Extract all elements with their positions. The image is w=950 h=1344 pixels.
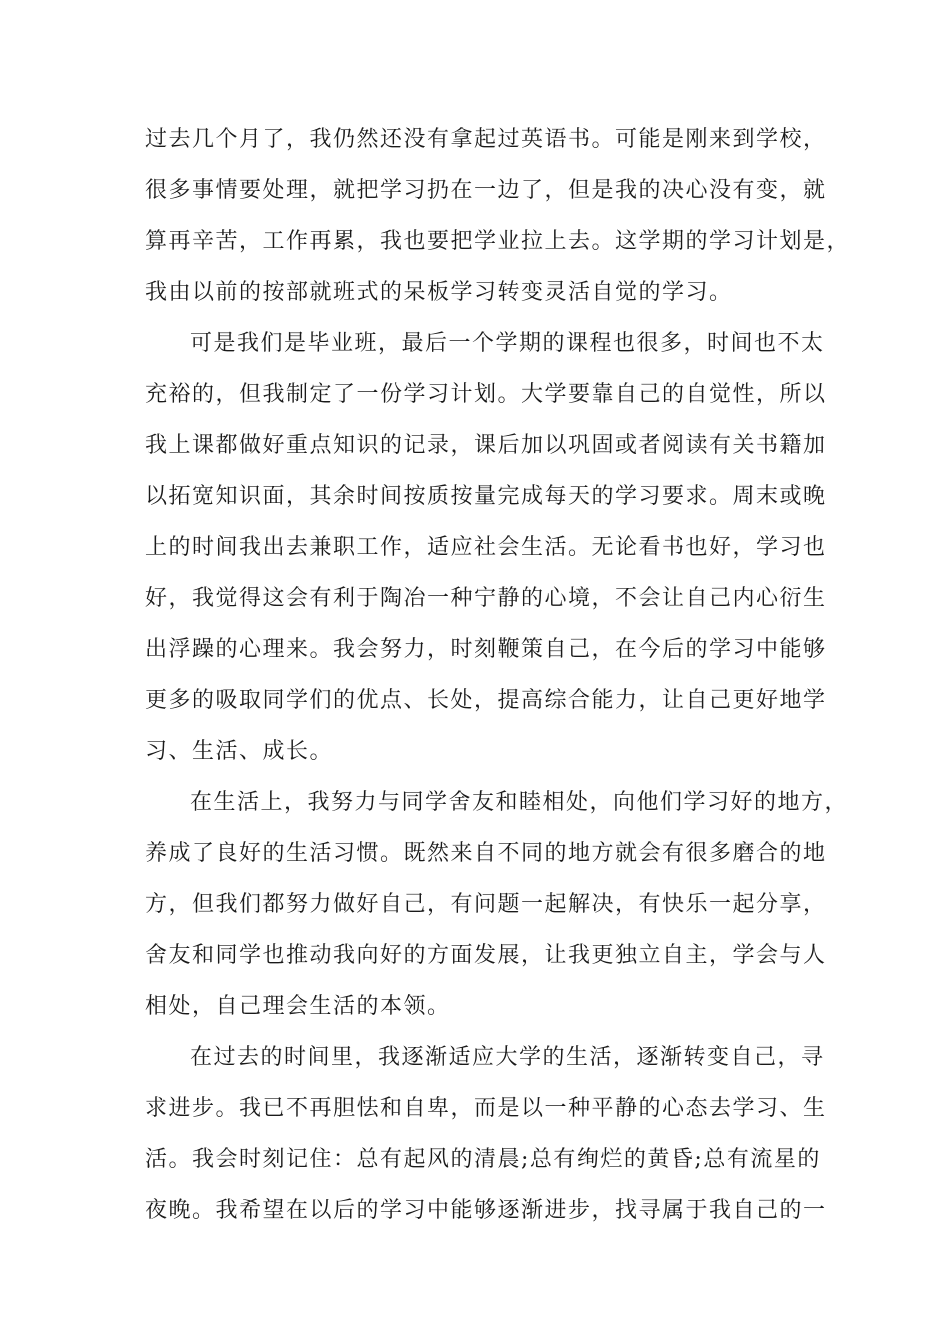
paragraph-1-line-3: 算再辛苦，工作再累，我也要把学业拉上去。这学期的学习计划是，: [145, 229, 851, 254]
paragraph-3-line-4: 舍友和同学也推动我向好的方面发展，让我更独立自主，学会与人: [145, 943, 827, 968]
paragraph-2-line-7: 出浮躁的心理来。我会努力，时刻鞭策自己，在今后的学习中能够: [145, 637, 827, 662]
paragraph-2-line-5: 上的时间我出去兼职工作，适应社会生活。无论看书也好，学习也: [145, 535, 827, 560]
paragraph-1-line-1: 过去几个月了，我仍然还没有拿起过英语书。可能是刚来到学校，: [145, 127, 827, 152]
paragraph-2-line-2: 充裕的，但我制定了一份学习计划。大学要靠自己的自觉性，所以: [145, 382, 827, 407]
paragraph-2-line-4: 以拓宽知识面，其余时间按质按量完成每天的学习要求。周末或晚: [145, 484, 827, 509]
paragraph-4-line-1: 在过去的时间里，我逐渐适应大学的生活，逐渐转变自己，寻: [190, 1045, 825, 1070]
paragraph-1-line-2: 很多事情要处理，就把学习扔在一边了，但是我的决心没有变，就: [145, 178, 827, 203]
paragraph-3-line-3: 方，但我们都努力做好自己，有问题一起解决，有快乐一起分享，: [145, 892, 827, 917]
paragraph-1-line-4: 我由以前的按部就班式的呆板学习转变灵活自觉的学习。: [145, 280, 733, 305]
paragraph-2-line-6: 好，我觉得这会有利于陶冶一种宁静的心境，不会让自己内心衍生: [145, 586, 827, 611]
paragraph-3-line-2: 养成了良好的生活习惯。既然来自不同的地方就会有很多磨合的地: [145, 841, 827, 866]
paragraph-3-line-1: 在生活上，我努力与同学舍友和睦相处，向他们学习好的地方，: [190, 790, 849, 815]
paragraph-2-line-1: 可是我们是毕业班，最后一个学期的课程也很多，时间也不太: [190, 331, 825, 356]
paragraph-4-line-4: 夜晚。我希望在以后的学习中能够逐渐进步，找寻属于我自己的一: [145, 1198, 827, 1223]
paragraph-2-line-9: 习、生活、成长。: [145, 739, 334, 764]
paragraph-2-line-8: 更多的吸取同学们的优点、长处，提高综合能力，让自己更好地学: [145, 688, 827, 713]
paragraph-3-line-5: 相处，自己理会生活的本领。: [145, 994, 451, 1019]
paragraph-4-line-3: 活。我会时刻记住：总有起风的清晨;总有绚烂的黄昏;总有流星的: [145, 1147, 821, 1172]
paragraph-2-line-3: 我上课都做好重点知识的记录，课后加以巩固或者阅读有关书籍加: [145, 433, 827, 458]
paragraph-4-line-2: 求进步。我已不再胆怯和自卑，而是以一种平静的心态去学习、生: [145, 1096, 827, 1121]
